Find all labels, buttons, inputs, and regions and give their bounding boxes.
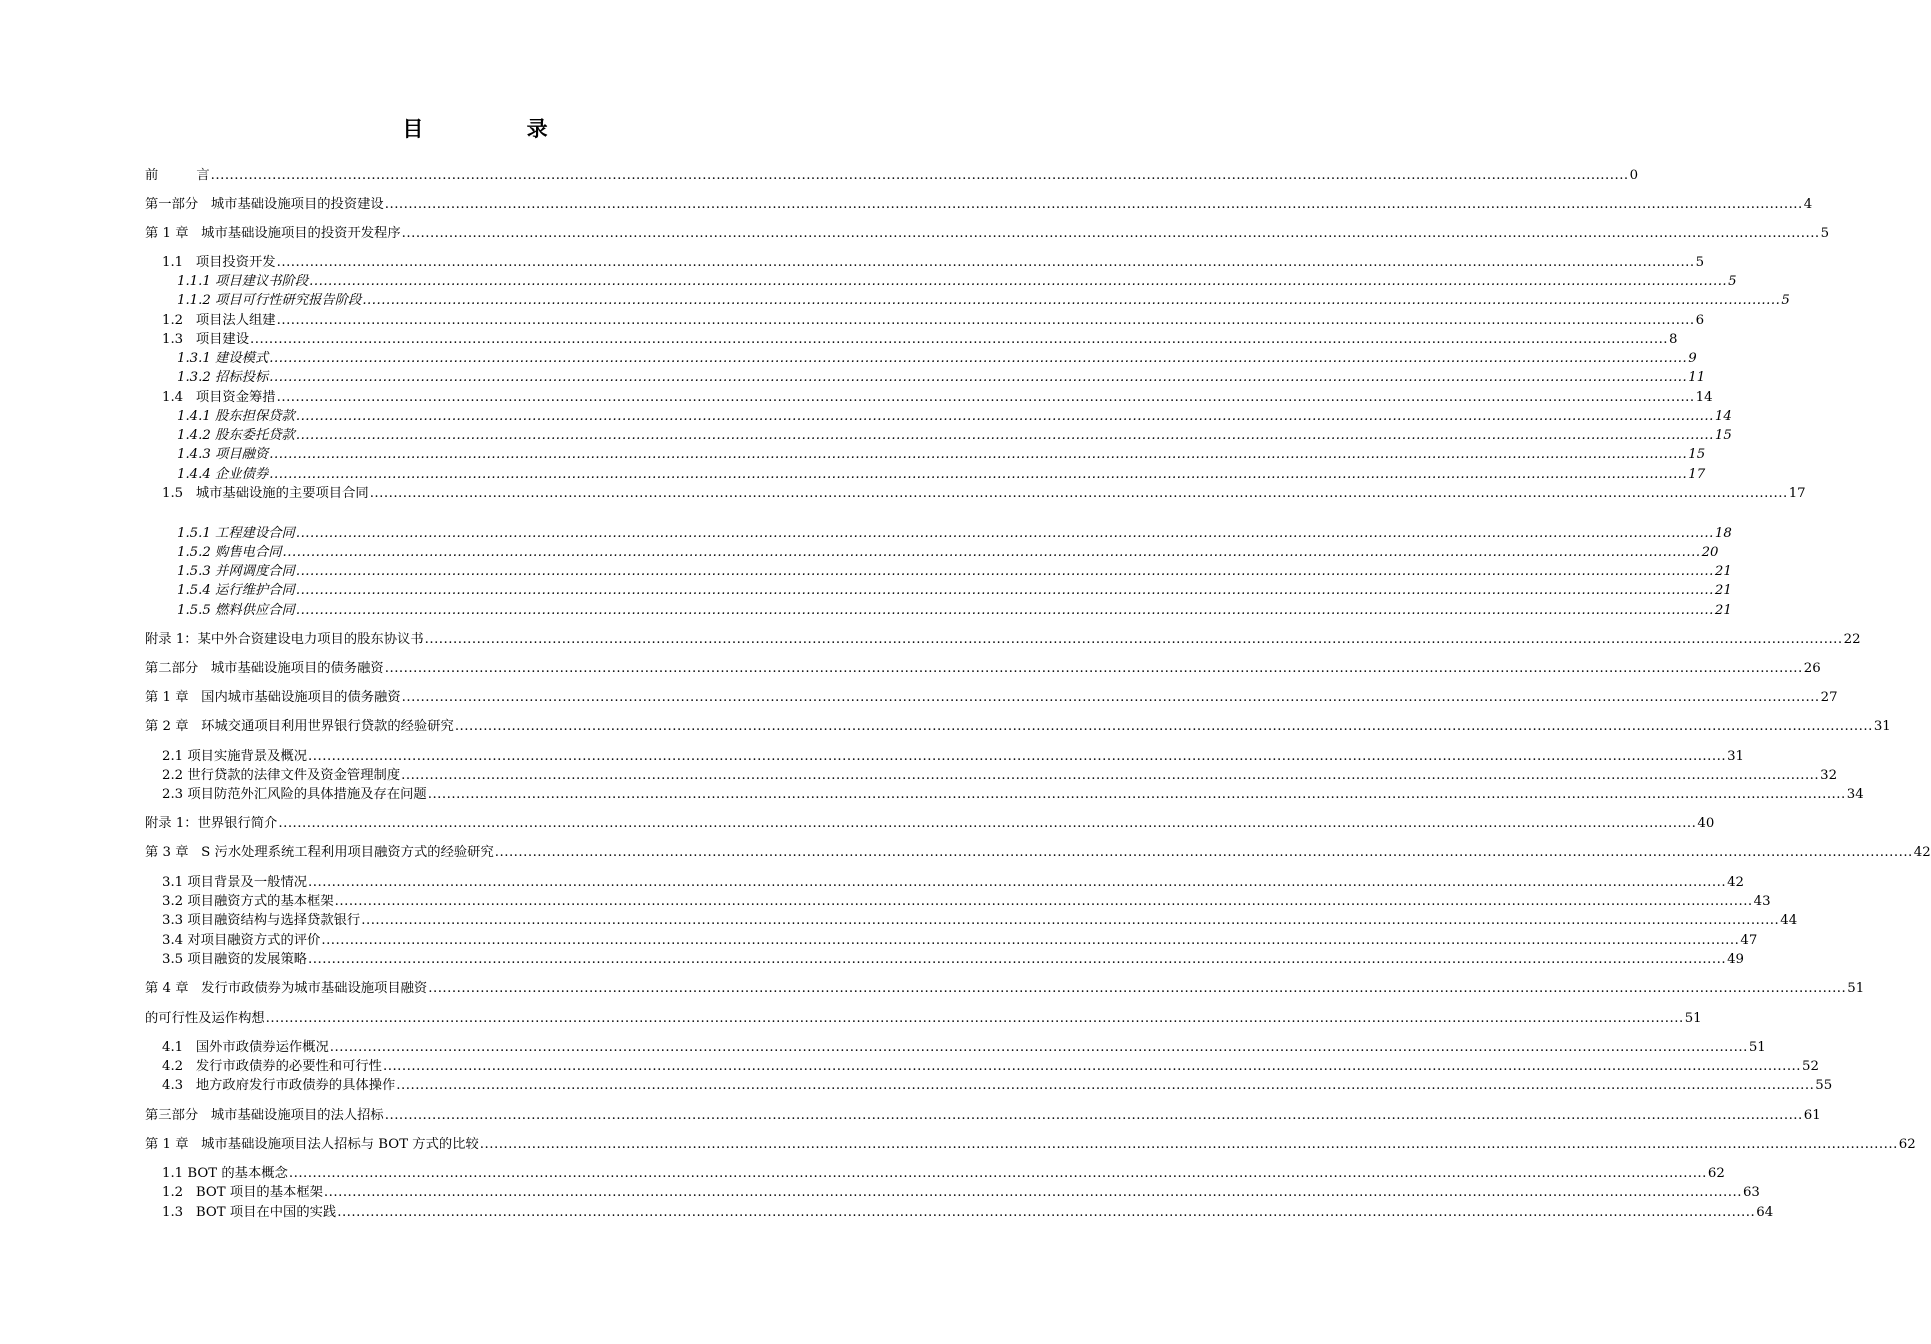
toc-entry[interactable]: [162, 1077, 1833, 1095]
toc-entry-label: 1.5.5 燃料供应合同: [177, 603, 295, 618]
dot-leader: ............................................................................................................................................................................................................................................................................................................: [295, 564, 1714, 579]
toc-entry-label: 4.1 国外市政债券运作概况: [162, 1040, 329, 1055]
dot-leader: ............................................................................................................................................................................................................................................................................................................: [323, 1185, 1742, 1200]
toc-entry-label: 1.4.1 股东担保贷款: [177, 409, 295, 424]
toc-entry-page-number: 5: [1695, 255, 1705, 270]
toc-entry-page-number: 21: [1714, 583, 1732, 598]
dot-leader: ............................................................................................................................................................................................................................................................................................................: [295, 409, 1714, 424]
toc-entry[interactable]: [162, 767, 1838, 785]
dot-leader: ............................................................................................................................................................................................................................................................................................................: [250, 332, 1669, 347]
toc-entry-label: 1.1.2 项目可行性研究报告阶段: [177, 293, 362, 308]
toc-entry[interactable]: [177, 446, 1706, 464]
toc-entry-page-number: 49: [1727, 952, 1744, 967]
toc-entry-label: 第 4 章 发行市政债券为城市基础设施项目融资: [145, 981, 428, 996]
dot-leader: ............................................................................................................................................................................................................................................................................................................: [401, 768, 1820, 783]
dot-leader: ............................................................................................................................................................................................................................................................................................................: [295, 583, 1714, 598]
toc-entry-label: 1.3.2 招标投标: [177, 370, 269, 385]
dot-leader: ............................................................................................................................................................................................................................................................................................................: [269, 447, 1688, 462]
toc-entry-page-number: 5: [1820, 226, 1830, 241]
dot-leader: ............................................................................................................................................................................................................................................................................................................: [361, 913, 1780, 928]
toc-entry-label: 4.3 地方政府发行市政债券的具体操作: [162, 1078, 396, 1093]
toc-entry-page-number: 5: [1781, 293, 1790, 308]
toc-entry[interactable]: [162, 786, 1864, 804]
toc-entry[interactable]: [162, 874, 1744, 892]
toc-entry-page-number: 5: [1728, 274, 1737, 289]
dot-leader: ............................................................................................................................................................................................................................................................................................................: [276, 255, 1695, 270]
toc-entry[interactable]: [162, 1039, 1766, 1057]
toc-entry-label: 第一部分 城市基础设施项目的投资建设: [145, 197, 384, 212]
toc-entry-page-number: 51: [1684, 1011, 1702, 1026]
toc-entry-label: 第 2 章 环城交通项目利用世界银行贷款的经验研究: [145, 719, 454, 734]
toc-entry[interactable]: [145, 660, 1821, 678]
toc-entry-page-number: 62: [1898, 1137, 1916, 1152]
toc-entry-label: 1.3 项目建设: [162, 332, 250, 347]
dot-leader: ............................................................................................................................................................................................................................................................................................................: [321, 933, 1740, 948]
toc-entry-label: 第 1 章 国内城市基础设施项目的债务融资: [145, 690, 401, 705]
dot-leader: ............................................................................................................................................................................................................................................................................................................: [369, 486, 1788, 501]
dot-leader: ............................................................................................................................................................................................................................................................................................................: [288, 1166, 1707, 1181]
toc-entry[interactable]: [162, 893, 1771, 911]
toc-entry-label: 3.1 项目背景及一般情况: [162, 875, 308, 890]
toc-entry-page-number: 61: [1803, 1108, 1821, 1123]
toc-entry[interactable]: [162, 1058, 1819, 1076]
toc-entry-label: 1.3.1 建设模式: [177, 351, 269, 366]
dot-leader: ............................................................................................................................................................................................................................................................................................................: [269, 370, 1688, 385]
dot-leader: ............................................................................................................................................................................................................................................................................................................: [384, 197, 1803, 212]
toc-entry-label: 第 1 章 城市基础设施项目法人招标与 BOT 方式的比较: [145, 1137, 479, 1152]
toc-entry[interactable]: [145, 815, 1715, 833]
toc-entry-page-number: 31: [1873, 719, 1891, 734]
page-title: 目 录: [402, 116, 596, 141]
toc-entry-page-number: 18: [1714, 526, 1732, 541]
toc-entry-label: 1.4.4 企业债券: [177, 467, 269, 482]
toc-entry-page-number: 40: [1697, 816, 1715, 831]
toc-entry-label: 第二部分 城市基础设施项目的债务融资: [145, 661, 384, 676]
toc-entry-label: 1.5.1 工程建设合同: [177, 526, 295, 541]
toc-entry[interactable]: [177, 427, 1732, 445]
dot-leader: ............................................................................................................................................................................................................................................................................................................: [401, 226, 1820, 241]
dot-leader: ............................................................................................................................................................................................................................................................................................................: [282, 545, 1701, 560]
toc-entry-label: 1.4 项目资金筹措: [162, 390, 276, 405]
dot-leader: ............................................................................................................................................................................................................................................................................................................: [424, 632, 1843, 647]
dot-leader: ............................................................................................................................................................................................................................................................................................................: [337, 1205, 1756, 1220]
toc-entry-page-number: 43: [1753, 894, 1771, 909]
toc-entry-page-number: 31: [1727, 749, 1744, 764]
toc-entry-page-number: 6: [1695, 313, 1705, 328]
toc-entry-page-number: 15: [1714, 428, 1732, 443]
toc-entry-label: 1.2 BOT 项目的基本框架: [162, 1185, 323, 1200]
dot-leader: ............................................................................................................................................................................................................................................................................................................: [334, 894, 1753, 909]
toc-entry[interactable]: [162, 932, 1758, 950]
toc-entry-label: 3.5 项目融资的发展策略: [162, 952, 308, 967]
dot-leader: ............................................................................................................................................................................................................................................................................................................: [210, 168, 1629, 183]
dot-leader: ............................................................................................................................................................................................................................................................................................................: [362, 293, 1781, 308]
toc-entry-label: 1.5.4 运行维护合同: [177, 583, 295, 598]
dot-leader: ............................................................................................................................................................................................................................................................................................................: [384, 1108, 1803, 1123]
toc-entry-label: 的可行性及运作构想: [145, 1011, 265, 1026]
toc-entry-page-number: 15: [1688, 447, 1706, 462]
toc-entry[interactable]: [162, 254, 1705, 272]
toc-entry-label: 1.5.3 并网调度合同: [177, 564, 295, 579]
dot-leader: ............................................................................................................................................................................................................................................................................................................: [384, 661, 1803, 676]
dot-leader: ............................................................................................................................................................................................................................................................................................................: [308, 749, 1727, 764]
toc-entry-label: 1.4.2 股东委托贷款: [177, 428, 295, 443]
toc-entry-page-number: 47: [1740, 933, 1758, 948]
toc-entry[interactable]: [162, 485, 1806, 503]
toc-entry-label: 第 3 章 S 污水处理系统工程利用项目融资方式的经验研究: [145, 845, 494, 860]
toc-entry[interactable]: [145, 631, 1861, 649]
toc-entry[interactable]: [177, 563, 1732, 581]
dot-leader: ............................................................................................................................................................................................................................................................................................................: [295, 603, 1714, 618]
dot-leader: ............................................................................................................................................................................................................................................................................................................: [278, 816, 1697, 831]
toc-entry-label: 3.2 项目融资方式的基本框架: [162, 894, 334, 909]
toc-entry-page-number: 14: [1714, 409, 1732, 424]
toc-entry-page-number: 8: [1669, 332, 1678, 347]
toc-entry-page-number: 62: [1707, 1166, 1725, 1181]
toc-entry[interactable]: [177, 369, 1706, 387]
toc-entry-page-number: 11: [1688, 370, 1706, 385]
toc-entry-label: 第三部分 城市基础设施项目的法人招标: [145, 1108, 384, 1123]
toc-entry-page-number: 21: [1714, 564, 1732, 579]
toc-entry[interactable]: [145, 196, 1813, 214]
toc-entry[interactable]: [177, 273, 1737, 291]
toc-entry-label: 2.1 项目实施背景及概况: [162, 749, 308, 764]
dot-leader: ............................................................................................................................................................................................................................................................................................................: [494, 845, 1913, 860]
toc-entry[interactable]: [145, 689, 1838, 707]
toc-entry[interactable]: [162, 748, 1744, 766]
toc-entry-page-number: 44: [1780, 913, 1798, 928]
toc-entry[interactable]: [145, 167, 1639, 185]
toc-entry-label: 附录 1：世界银行简介: [145, 816, 278, 831]
toc-entry-page-number: 0: [1629, 168, 1639, 183]
toc-entry-page-number: 63: [1742, 1185, 1760, 1200]
dot-leader: ............................................................................................................................................................................................................................................................................................................: [265, 1011, 1684, 1026]
dot-leader: ............................................................................................................................................................................................................................................................................................................: [295, 526, 1714, 541]
dot-leader: ............................................................................................................................................................................................................................................................................................................: [329, 1040, 1748, 1055]
dot-leader: ............................................................................................................................................................................................................................................................................................................: [309, 274, 1728, 289]
toc-entry[interactable]: [162, 1204, 1774, 1222]
toc-entry-page-number: 55: [1815, 1078, 1833, 1093]
toc-entry-page-number: 51: [1748, 1040, 1766, 1055]
toc-entry-page-number: 20: [1701, 545, 1719, 560]
toc-entry[interactable]: [145, 1107, 1821, 1125]
toc-entry[interactable]: [162, 331, 1678, 349]
toc-entry[interactable]: [162, 389, 1713, 407]
toc-entry-label: 前 言: [145, 168, 210, 183]
dot-leader: ............................................................................................................................................................................................................................................................................................................: [276, 313, 1695, 328]
toc-entry[interactable]: [177, 544, 1719, 562]
toc-entry-page-number: 27: [1820, 690, 1838, 705]
toc-entry-label: 附录 1：某中外合资建设电力项目的股东协议书: [145, 632, 424, 647]
toc-entry[interactable]: [177, 582, 1732, 600]
toc-entry-page-number: 17: [1788, 486, 1806, 501]
toc-entry[interactable]: [145, 980, 1865, 998]
dot-leader: ............................................................................................................................................................................................................................................................................................................: [269, 351, 1688, 366]
toc-entry-page-number: 26: [1803, 661, 1821, 676]
toc-entry-page-number: 32: [1820, 768, 1838, 783]
toc-entry-label: 3.3 项目融资结构与选择贷款银行: [162, 913, 361, 928]
toc-entry-page-number: 52: [1802, 1059, 1819, 1074]
dot-leader: ............................................................................................................................................................................................................................................................................................................: [396, 1078, 1815, 1093]
toc-entry[interactable]: [162, 912, 1798, 930]
toc-entry-page-number: 34: [1846, 787, 1864, 802]
toc-entry-label: 3.4 对项目融资方式的评价: [162, 933, 321, 948]
toc-entry-label: 第 1 章 城市基础设施项目的投资开发程序: [145, 226, 401, 241]
toc-entry-page-number: 17: [1688, 467, 1706, 482]
toc-entry-label: 1.5.2 购售电合同: [177, 545, 282, 560]
toc-entry[interactable]: [162, 1165, 1725, 1183]
toc-entry[interactable]: [177, 408, 1732, 426]
toc-entry[interactable]: [145, 1010, 1702, 1028]
dot-leader: ............................................................................................................................................................................................................................................................................................................: [382, 1059, 1801, 1074]
toc-entry[interactable]: [177, 466, 1706, 484]
toc-entry-label: 2.3 项目防范外汇风险的具体措施及存在问题: [162, 787, 427, 802]
toc-entry-label: 1.2 项目法人组建: [162, 313, 276, 328]
dot-leader: ............................................................................................................................................................................................................................................................................................................: [269, 467, 1688, 482]
toc-entry[interactable]: [162, 951, 1744, 969]
toc-entry-label: 1.5 城市基础设施的主要项目合同: [162, 486, 369, 501]
dot-leader: ............................................................................................................................................................................................................................................................................................................: [479, 1137, 1898, 1152]
toc-entry-label: 1.1 BOT 的基本概念: [162, 1166, 288, 1181]
toc-entry[interactable]: [145, 718, 1891, 736]
toc-entry-page-number: 9: [1688, 351, 1697, 366]
dot-leader: ............................................................................................................................................................................................................................................................................................................: [454, 719, 1873, 734]
toc-entry[interactable]: [162, 312, 1705, 330]
toc-entry-label: 1.1.1 项目建议书阶段: [177, 274, 309, 289]
toc-entry-label: 2.2 世行贷款的法律文件及资金管理制度: [162, 768, 401, 783]
toc-entry[interactable]: [177, 292, 1790, 310]
toc-entry-page-number: 22: [1843, 632, 1861, 647]
toc-entry[interactable]: [177, 350, 1697, 368]
toc-entry-page-number: 51: [1847, 981, 1865, 996]
dot-leader: ............................................................................................................................................................................................................................................................................................................: [427, 787, 1846, 802]
toc-entry[interactable]: [145, 225, 1830, 243]
toc-entry-page-number: 64: [1756, 1205, 1774, 1220]
toc-entry-label: 1.4.3 项目融资: [177, 447, 269, 462]
toc-entry-page-number: 4: [1803, 197, 1813, 212]
dot-leader: ............................................................................................................................................................................................................................................................................................................: [308, 952, 1727, 967]
toc-entry[interactable]: [177, 602, 1732, 620]
toc-entry[interactable]: [145, 1136, 1916, 1154]
toc-entry[interactable]: [177, 525, 1732, 543]
toc-entry-page-number: 42: [1913, 845, 1931, 860]
dot-leader: ............................................................................................................................................................................................................................................................................................................: [401, 690, 1820, 705]
toc-entry-label: 4.2 发行市政债券的必要性和可行性: [162, 1059, 382, 1074]
toc-entry-page-number: 42: [1727, 875, 1744, 890]
toc-entry[interactable]: [145, 844, 1931, 862]
toc-entry-page-number: 21: [1714, 603, 1732, 618]
toc-entry-page-number: 14: [1695, 390, 1713, 405]
toc-entry[interactable]: [162, 1184, 1760, 1202]
dot-leader: ............................................................................................................................................................................................................................................................................................................: [276, 390, 1695, 405]
dot-leader: ............................................................................................................................................................................................................................................................................................................: [428, 981, 1847, 996]
dot-leader: ............................................................................................................................................................................................................................................................................................................: [308, 875, 1727, 890]
toc-entry-label: 1.3 BOT 项目在中国的实践: [162, 1205, 337, 1220]
toc-entry-label: 1.1 项目投资开发: [162, 255, 276, 270]
dot-leader: ............................................................................................................................................................................................................................................................................................................: [295, 428, 1714, 443]
